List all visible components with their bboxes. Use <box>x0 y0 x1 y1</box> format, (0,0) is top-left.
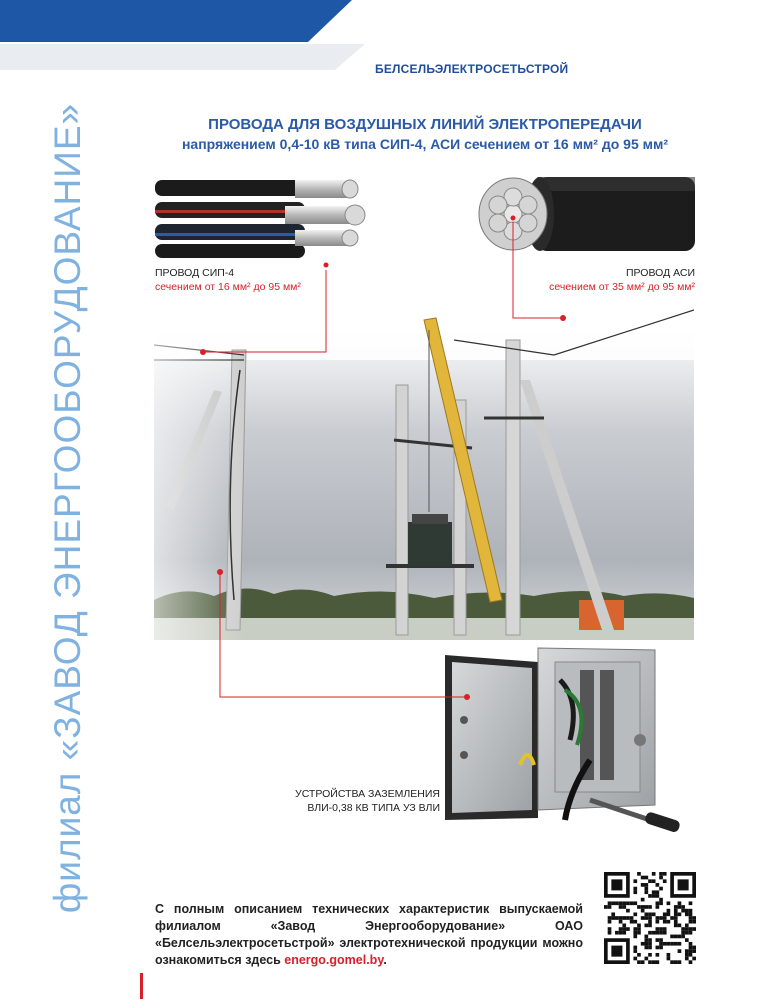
side-title: филиал «ЗАВОД ЭНЕРГООБОРУДОВАНИЕ» <box>47 102 88 914</box>
asi-cable-image <box>475 175 695 255</box>
header-banner <box>0 0 759 90</box>
grounding-cabinet-image <box>440 640 690 840</box>
grounding-caption <box>270 787 440 815</box>
power-line-photo <box>154 300 694 640</box>
asi-section: сечением от 35 мм² до 95 мм² <box>549 281 695 293</box>
company-name: БЕЛСЕЛЬЭЛЕКТРОСЕТЬСТРОЙ <box>375 62 569 76</box>
grounding-line2: ВЛИ-0,38 КВ ТИПА УЗ ВЛИ <box>307 802 440 814</box>
grounding-line1: УСТРОЙСТВА ЗАЗЕМЛЕНИЯ <box>295 788 440 800</box>
sip4-caption <box>155 266 301 294</box>
sip4-cable-image <box>155 178 375 263</box>
asi-name: ПРОВОД АСИ <box>625 267 695 279</box>
footer-description <box>155 901 583 969</box>
website-link[interactable]: energo.gomel.by <box>284 953 384 967</box>
sip4-section: сечением от 16 мм² до 95 мм² <box>155 281 301 293</box>
footer-end: . <box>383 953 387 967</box>
page-title: ПРОВОДА ДЛЯ ВОЗДУШНЫХ ЛИНИЙ ЭЛЕКТРОПЕРЕДАЧИ <box>208 116 642 133</box>
page-marker <box>140 973 143 999</box>
qr-code-icon[interactable] <box>604 872 696 964</box>
sip4-name: ПРОВОД СИП-4 <box>155 267 235 279</box>
footer-text: С полным описанием технических характеристик выпускаемой филиалом «Завод Энергооборудование» ОАО «Белсельэлектросетьстрой» электротехнической продукции можно ознакомиться здесь <box>155 902 583 967</box>
asi-caption <box>549 266 695 294</box>
page-subtitle: напряжением 0,4-10 кВ типа СИП-4, АСИ сечением от 16 мм² до 95 мм² <box>181 136 669 152</box>
